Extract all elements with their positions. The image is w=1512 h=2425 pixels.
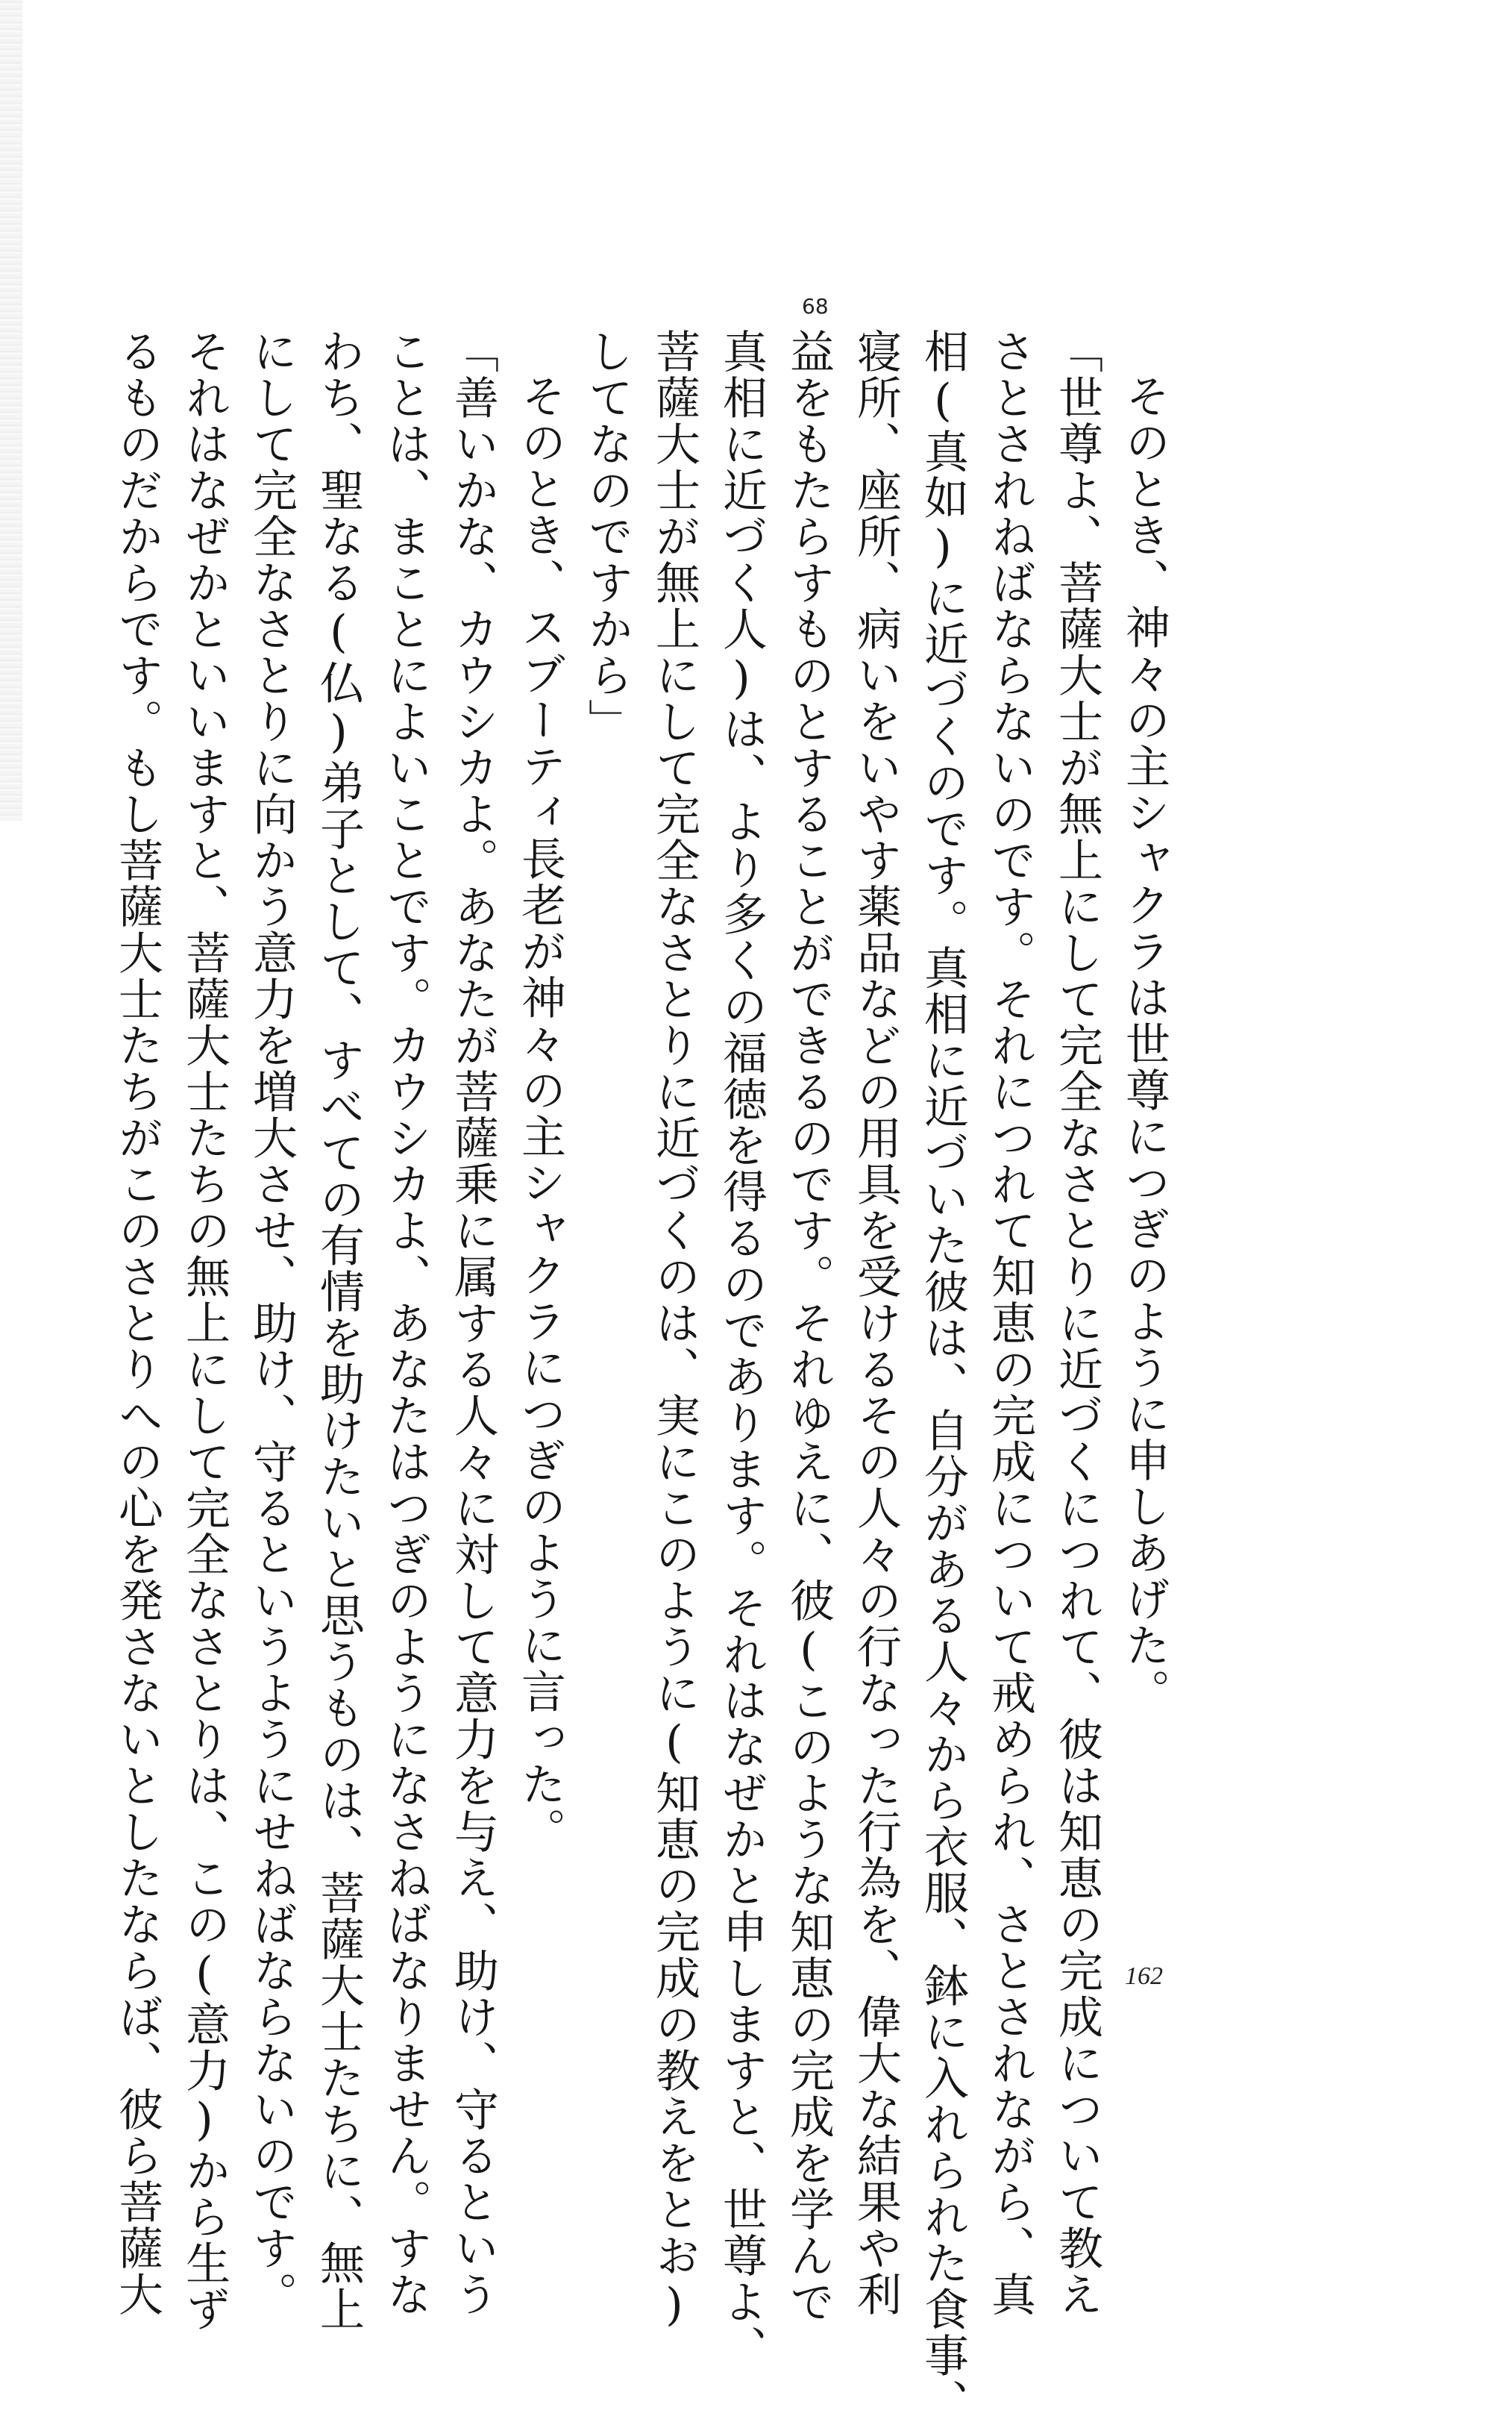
text-column: それはなぜかといいますと、菩薩大士たちの無上にして完全なさとりは、この(意力)から生ず <box>178 328 230 2332</box>
section-marker: 68 <box>802 294 829 319</box>
text-column: るものだからです。もし菩薩大士たちがこのさとりへの心を発さないとしたならば、彼ら菩薩大 <box>111 328 163 2318</box>
text-column: にして完全なさとりに向かう意力を増大させ、助け、守るというようにせねばならないのです。 <box>245 328 298 2318</box>
text-column: 菩薩大士が無上にして完全なさとりに近づくのは、実にこのように(知恵の完成の教えをとお) <box>648 328 700 2332</box>
text-column: 「善いかな、カウシカよ。あなたが菩薩乗に属する人々に対して意力を与え、助け、守るという <box>447 328 499 2318</box>
text-column: そのとき、スブーティ長老が神々の主シャクラにつぎのように言った。 <box>514 373 566 1853</box>
text-column: 寝所、座所、病いをいやす薬品などの用具を受けるその人々の行なった行為を、偉大な結果や利 <box>850 328 902 2318</box>
text-column: 相(真如)に近づくのです。真相に近づいた彼は、自分がある人々から衣服、鉢に入れられた食事、 <box>917 328 969 2425</box>
page-number: 162 <box>1125 1962 1163 1990</box>
text-column: そのとき、神々の主シャクラは世尊につぎのように申しあげた。 <box>1118 373 1170 1715</box>
scan-edge-shadow <box>0 0 22 821</box>
text-column: 真相に近づく人)は、より多くの福徳を得るのであります。それはなぜかと申しますと、世尊よ、 <box>715 328 768 2371</box>
text-column: 益をもたらすものとすることができるのです。それゆえに、彼(このような知恵の完成を学んで <box>782 328 835 2325</box>
text-column: ことは、まことによいことです。カウシカよ、あなたはつぎのようになさねばなりません。すな <box>380 328 432 2318</box>
text-column: 「世尊よ、菩薩大士が無上にして完全なさとりに近づくにつれて、彼は知恵の完成について教え <box>1051 328 1103 2318</box>
text-column: わち、聖なる(仏)弟子として、すべての有情を助けたいと思うものは、菩薩大士たちに、無上 <box>313 328 365 2332</box>
text-column: さとされねばならないのです。それにつれて知恵の完成について戒められ、さとされながら、真 <box>984 328 1036 2318</box>
text-column: してなのですから」 <box>581 328 633 745</box>
